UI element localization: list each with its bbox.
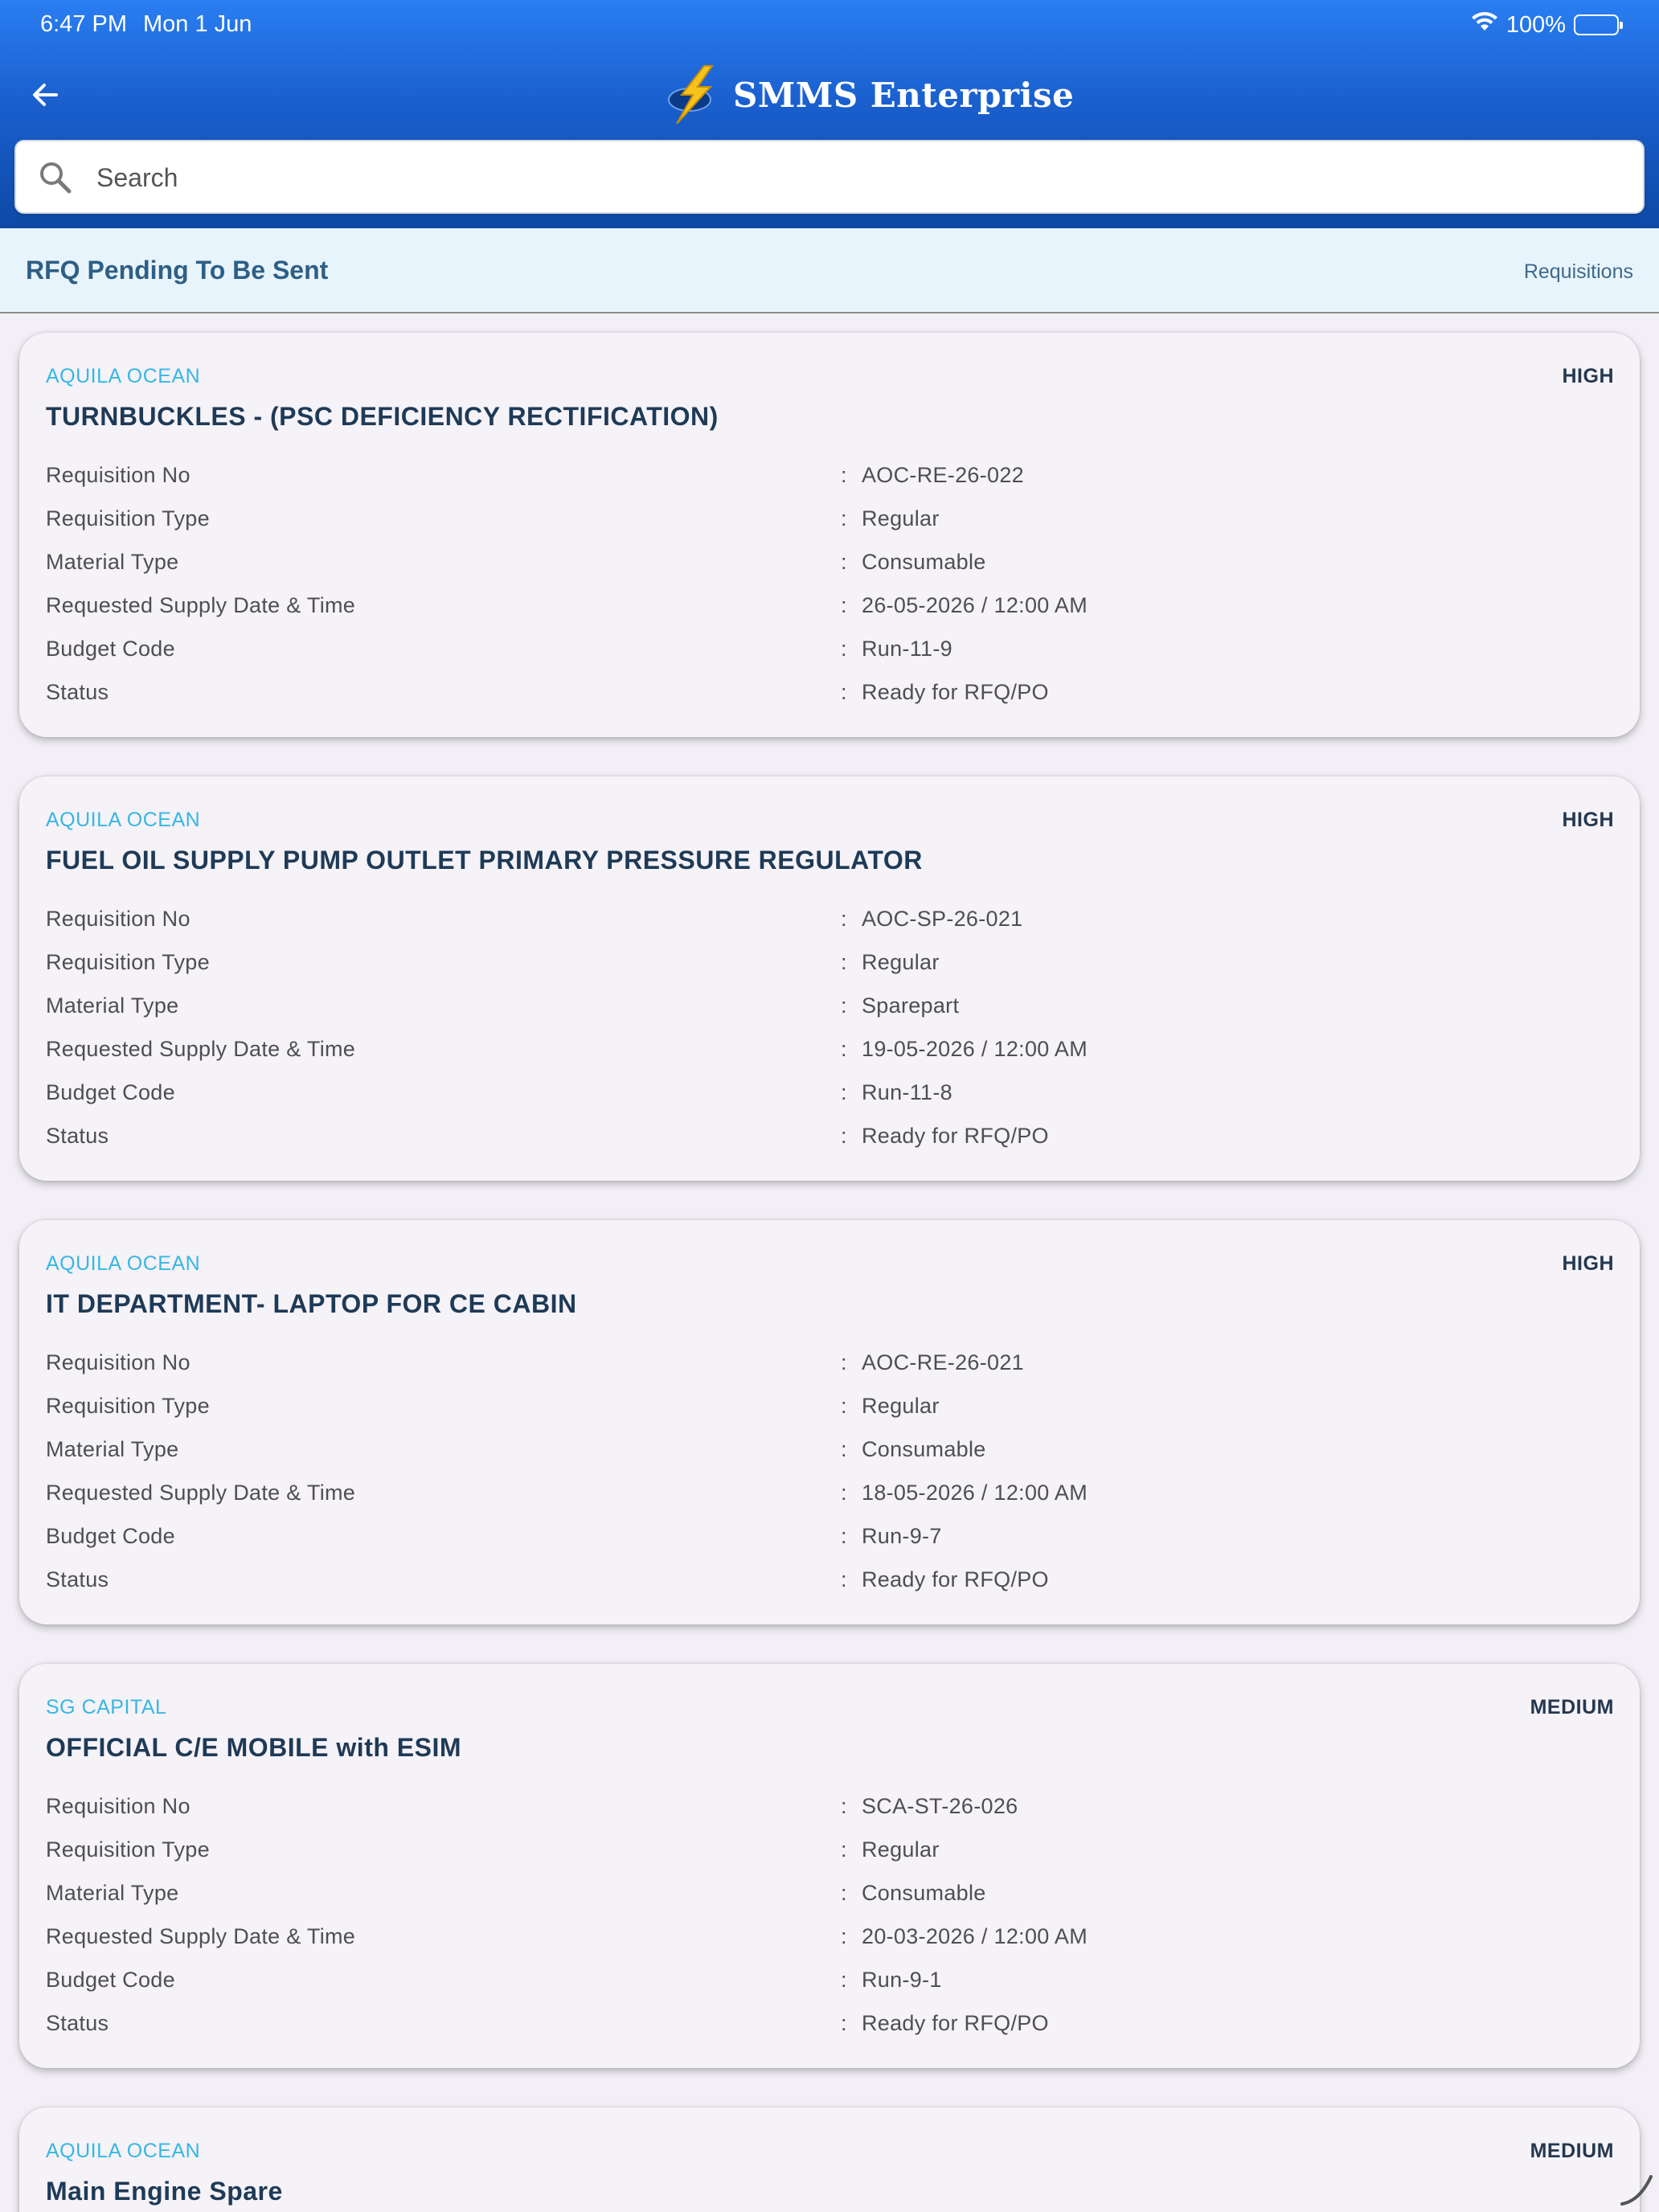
row-value: SCA-ST-26-026 — [862, 1794, 1018, 1818]
row-value: Ready for RFQ/PO — [862, 1124, 1049, 1148]
priority-badge: HIGH — [1562, 809, 1614, 831]
row-label: Status — [46, 2011, 109, 2035]
row-label: Status — [46, 1124, 109, 1148]
battery-percent: 100% — [1505, 11, 1566, 38]
row-label: Budget Code — [46, 1968, 175, 1992]
row-value: Run-11-9 — [862, 637, 952, 661]
search-bar[interactable] — [14, 140, 1645, 214]
status-right — [1471, 11, 1619, 39]
card-title: Main Engine Spare — [46, 2177, 283, 2206]
requisition-card[interactable] — [19, 776, 1640, 1181]
row-label: Requested Supply Date & Time — [46, 1037, 356, 1061]
row-label: Requisition Type — [46, 1837, 210, 1862]
status-time: 6:47 PM — [40, 11, 127, 37]
detail-row-material-type: Material Type : Consumable — [46, 1437, 986, 1461]
card-title: TURNBUCKLES - (PSC DEFICIENCY RECTIFICATION) — [46, 402, 719, 431]
detail-row-material-type: Material Type : Sparepart — [46, 993, 960, 1018]
row-label: Requisition Type — [46, 1394, 210, 1418]
detail-row-budget-code: Budget Code : Run-9-7 — [46, 1524, 942, 1548]
detail-row-req-type: Requisition Type : Regular — [46, 1394, 940, 1418]
row-value: Consumable — [862, 550, 986, 574]
scroll-indicator-icon — [1616, 2169, 1654, 2207]
detail-row-budget-code: Budget Code : Run-11-9 — [46, 637, 952, 661]
row-label: Requisition No — [46, 1794, 190, 1818]
requisition-card[interactable] — [19, 2108, 1640, 2212]
row-value: Consumable — [862, 1437, 986, 1461]
row-value: AOC-SP-26-021 — [862, 907, 1023, 931]
priority-badge: HIGH — [1562, 365, 1614, 387]
search-input[interactable] — [96, 150, 1624, 206]
detail-row-req-type: Requisition Type : Regular — [46, 950, 940, 974]
detail-row-req-type: Requisition Type : Regular — [46, 1837, 940, 1862]
priority-badge: MEDIUM — [1530, 1696, 1614, 1718]
row-label: Material Type — [46, 993, 179, 1018]
card-title: OFFICIAL C/E MOBILE with ESIM — [46, 1733, 462, 1762]
requisition-card[interactable] — [19, 333, 1640, 737]
detail-row-req-no: Requisition No : AOC-SP-26-021 — [46, 907, 1023, 931]
row-label: Status — [46, 680, 109, 704]
detail-row-status: Status : Ready for RFQ/PO — [46, 1124, 1049, 1148]
row-value: Ready for RFQ/PO — [862, 1567, 1049, 1591]
row-value: Regular — [862, 506, 940, 530]
row-label: Requested Supply Date & Time — [46, 1481, 356, 1505]
card-details — [46, 902, 1621, 1162]
row-label: Requisition No — [46, 907, 190, 931]
app-bar — [0, 56, 1659, 133]
row-value: Run-11-8 — [862, 1080, 952, 1104]
detail-row-req-no: Requisition No : AOC-RE-26-021 — [46, 1350, 1024, 1374]
priority-badge: MEDIUM — [1530, 2140, 1614, 2162]
battery-icon — [1574, 14, 1619, 35]
status-date: Mon 1 Jun — [143, 11, 252, 37]
requisition-card[interactable] — [19, 1664, 1640, 2068]
card-company: AQUILA OCEAN — [46, 365, 201, 387]
wifi-icon — [1471, 11, 1498, 39]
row-value: Consumable — [862, 1881, 986, 1905]
row-label: Budget Code — [46, 1524, 175, 1548]
detail-row-supply-date: Requested Supply Date & Time : 20-03-2026 / 12:00 AM — [46, 1924, 1088, 1948]
brand — [664, 63, 1074, 127]
card-company: AQUILA OCEAN — [46, 1252, 201, 1275]
detail-row-status: Status : Ready for RFQ/PO — [46, 680, 1049, 704]
card-details — [46, 458, 1621, 719]
row-value: 20-03-2026 / 12:00 AM — [862, 1924, 1088, 1948]
card-company: SG CAPITAL — [46, 1696, 167, 1718]
card-title: IT DEPARTMENT- LAPTOP FOR CE CABIN — [46, 1289, 577, 1318]
row-label: Requested Supply Date & Time — [46, 593, 356, 617]
detail-row-material-type: Material Type : Consumable — [46, 1881, 986, 1905]
row-value: 19-05-2026 / 12:00 AM — [862, 1037, 1088, 1061]
row-label: Requisition Type — [46, 950, 210, 974]
row-label: Material Type — [46, 1437, 179, 1461]
row-label: Status — [46, 1567, 109, 1591]
detail-row-material-type: Material Type : Consumable — [46, 550, 986, 574]
detail-row-req-type: Requisition Type : Regular — [46, 506, 940, 530]
priority-badge: HIGH — [1562, 1252, 1614, 1275]
detail-row-supply-date: Requested Supply Date & Time : 26-05-2026 / 12:00 AM — [46, 593, 1088, 617]
detail-row-req-no: Requisition No : AOC-RE-26-022 — [46, 463, 1024, 487]
detail-row-status: Status : Ready for RFQ/PO — [46, 1567, 1049, 1591]
row-label: Requisition No — [46, 463, 190, 487]
card-company: AQUILA OCEAN — [46, 809, 201, 831]
row-value: AOC-RE-26-021 — [862, 1350, 1024, 1374]
search-icon — [37, 159, 74, 196]
card-company: AQUILA OCEAN — [46, 2140, 201, 2162]
row-label: Budget Code — [46, 637, 175, 661]
detail-row-status: Status : Ready for RFQ/PO — [46, 2011, 1049, 2035]
section-header — [0, 228, 1659, 313]
requisitions-link[interactable]: Requisitions — [1523, 260, 1633, 283]
row-label: Budget Code — [46, 1080, 175, 1104]
arrow-left-icon — [29, 79, 61, 111]
requisition-card[interactable] — [19, 1220, 1640, 1624]
row-value: Regular — [862, 1837, 940, 1862]
section-title: RFQ Pending To Be Sent — [26, 256, 329, 285]
row-label: Material Type — [46, 1881, 179, 1905]
row-value: Ready for RFQ/PO — [862, 2011, 1049, 2035]
detail-row-supply-date: Requested Supply Date & Time : 19-05-2026 / 12:00 AM — [46, 1037, 1088, 1061]
row-label: Requisition No — [46, 1350, 190, 1374]
row-value: 26-05-2026 / 12:00 AM — [862, 593, 1088, 617]
row-label: Material Type — [46, 550, 179, 574]
row-value: Regular — [862, 1394, 940, 1418]
detail-row-req-no: Requisition No : SCA-ST-26-026 — [46, 1794, 1018, 1818]
card-details — [46, 1789, 1621, 2050]
detail-row-budget-code: Budget Code : Run-9-1 — [46, 1968, 942, 1992]
row-label: Requested Supply Date & Time — [46, 1924, 356, 1948]
card-title: FUEL OIL SUPPLY PUMP OUTLET PRIMARY PRESSURE REGULATOR — [46, 846, 923, 875]
app-header — [0, 0, 1659, 228]
row-value: Sparepart — [862, 993, 960, 1018]
row-value: Run-9-7 — [862, 1524, 942, 1548]
row-value: AOC-RE-26-022 — [862, 463, 1024, 487]
app-title: SMMS Enterprise — [733, 75, 1075, 115]
status-bar — [0, 0, 1659, 51]
row-label: Requisition Type — [46, 506, 210, 530]
detail-row-budget-code: Budget Code : Run-11-8 — [46, 1080, 952, 1104]
row-value: Regular — [862, 950, 940, 974]
back-button[interactable] — [21, 71, 69, 119]
row-value: Ready for RFQ/PO — [862, 680, 1049, 704]
requisition-list — [0, 313, 1659, 2212]
row-value: 18-05-2026 / 12:00 AM — [862, 1481, 1088, 1505]
lightning-logo-icon — [664, 63, 722, 127]
detail-row-supply-date: Requested Supply Date & Time : 18-05-2026 / 12:00 AM — [46, 1481, 1088, 1505]
card-details — [46, 1346, 1621, 1606]
row-value: Run-9-1 — [862, 1968, 942, 1992]
